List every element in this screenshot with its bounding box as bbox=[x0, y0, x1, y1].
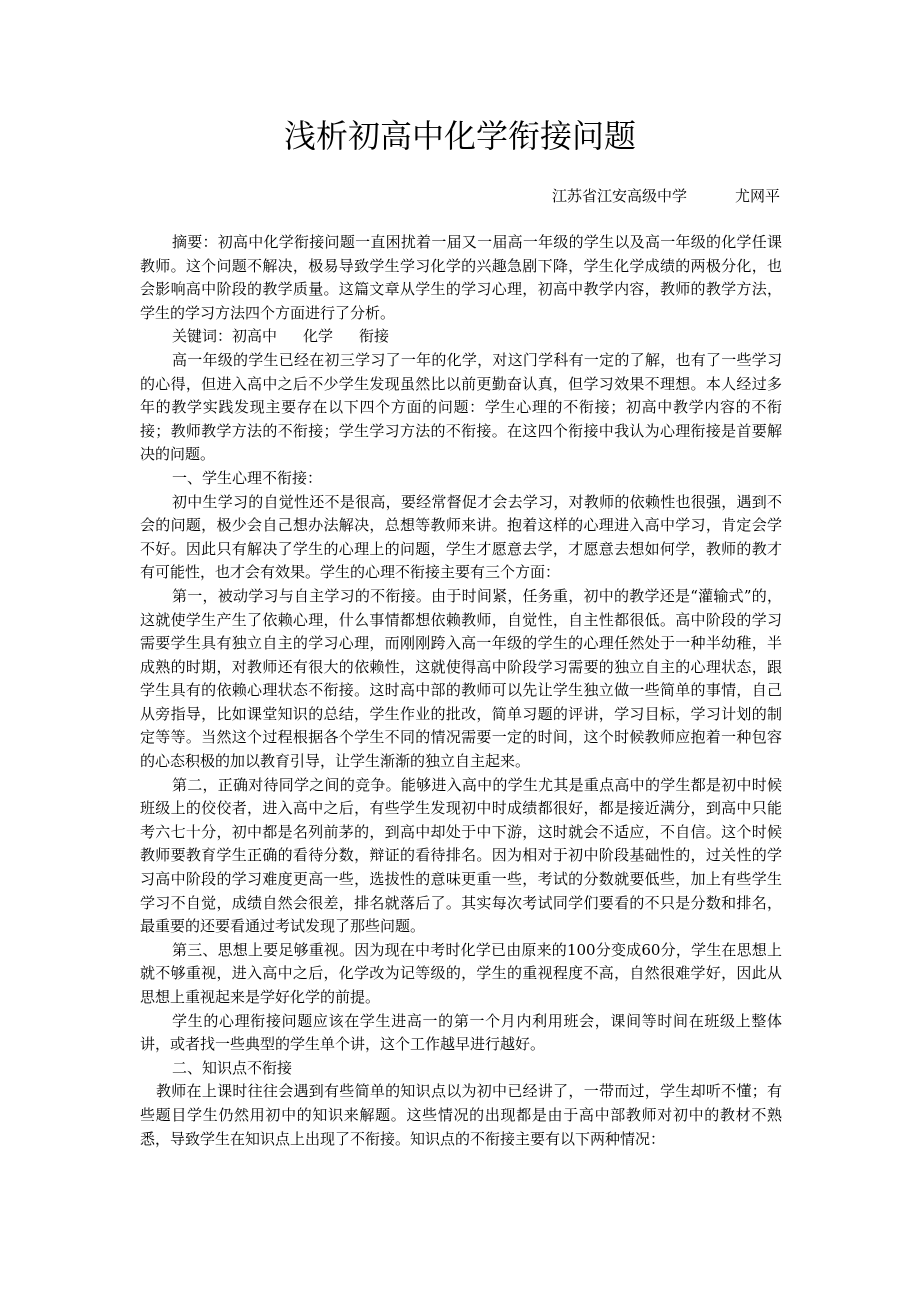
byline bbox=[552, 184, 780, 208]
intro-paragraph: 高一年级的学生已经在初三学习了一年的化学，对这门学科有一定的了解，也有了一些学习的心得，但进入高中之后不少学生发现虽然比以前更勤奋认真，但学习效果不理想。本人经过多年的教学实践发现主要存在以下四个方面的问题：学生心理的不衔接；初高中教学内容的不衔接；教师教学方法的不衔接；学生学习方法的不衔接。在这四个衔接中我认为心理衔接是首要解决的问题。 bbox=[140, 350, 782, 464]
body-paragraph: 初中生学习的自觉性还不是很高，要经常督促才会去学习，对教师的依赖性也很强，遇到不会的问题，极少会自己想办法解决，总想等教师来讲。抱着这样的心理进入高中学习，肯定会学不好。因此只有解决了学生的心理上的问题，学生才愿意去学，才愿意去想如何学，教师的教才有可能性，也才会有效果。学生的心理不衔接主要有三个方面： bbox=[140, 492, 782, 582]
article-body bbox=[140, 231, 782, 1151]
body-paragraph: 第二，正确对待同学之间的竞争。能够进入高中的学生尤其是重点高中的学生都是初中时候班级上的佼佼者，进入高中之后，有些学生发现初中时成绩都很好，都是接近满分，到高中只能考六七十分，初中都是名列前茅的，到高中却处于中下游，这时就会不适应，不自信。这个时候教师要教育学生正确的看待分数，辩证的看待排名。因为相对于初中阶段基础性的，过关性的学习高中阶段的学习难度更高一些，选拔性的意味更重一些，考试的分数就要低些，加上有些学生学习不自觉，成绩自然会很差，排名就落后了。其实每次考试同学们要看的不只是分数和排名，最重要的还要看通过考试发现了那些问题。 bbox=[140, 775, 782, 936]
body-paragraph: 第一，被动学习与自主学习的不衔接。由于时间紧，任务重，初中的教学还是“灌输式”的，这就使学生产生了依赖心理，什么事情都想依赖教师，自觉性，自主性都很低。高中阶段的学习需要学生具有独立自主的学习心理，而刚刚跨入高一年级的学生的心理任然处于一种半幼稚，半成熟的时期，对教师还有很大的依赖性，这就使得高中阶段学习需要的独立自主的心理状态，跟学生具有的依赖心理状态不衔接。这时高中部的教师可以先让学生独立做一些简单的事情，自己从旁指导，比如课堂知识的总结，学生作业的批改，简单习题的评讲，学习目标，学习计划的制定等等。当然这个过程根据各个学生不同的情况需要一定的时间，这个时候教师应抱着一种包容的心态积极的加以教育引导，让学生渐渐的独立自主起来。 bbox=[140, 586, 782, 771]
keywords-label: 关键词： bbox=[172, 327, 233, 346]
byline-author: 尤网平 bbox=[734, 187, 780, 205]
body-paragraph: 学生的心理衔接问题应该在学生进高一的第一个月内利用班会，课间等时间在班级上整体讲，或者找一些典型的学生单个讲，这个工作越早进行越好。 bbox=[140, 1011, 782, 1054]
byline-school: 江苏省江安高级中学 bbox=[551, 187, 687, 205]
keyword-item: 衔接 bbox=[359, 327, 390, 346]
section-heading: 二、知识点不衔接 bbox=[172, 1058, 293, 1077]
keyword-item: 初高中 bbox=[232, 327, 278, 346]
keywords-line bbox=[140, 325, 782, 349]
body-paragraph: 教师在上课时往往会遇到有些简单的知识点以为初中已经讲了，一带而过，学生却听不懂；有些题目学生仍然用初中的知识来解题。这些情况的出现都是由于高中部教师对初中的教材不熟悉，导致学生在知识点上出现了不衔接。知识点的不衔接主要有以下两种情况： bbox=[140, 1082, 782, 1148]
body-paragraph: 第三、思想上要足够重视。因为现在中考时化学已由原来的100分变成60分，学生在思想上就不够重视，进入高中之后，化学改为记等级的，学生的重视程度不高，自然很难学好，因此从思想上重视起来是学好化学的前提。 bbox=[140, 940, 782, 1006]
page-title: 浅析初高中化学衔接问题 bbox=[283, 117, 636, 155]
abstract-paragraph: 摘要：初高中化学衔接问题一直困扰着一届又一届高一年级的学生以及高一年级的化学任课教师。这个问题不解决，极易导致学生学习化学的兴趣急剧下降，学生化学成绩的两极分化，也会影响高中阶段的教学质量。这篇文章从学生的学习心理，初高中教学内容，教师的教学方法，学生的学习方法四个方面进行了分析。 bbox=[140, 233, 782, 322]
keyword-item: 化学 bbox=[303, 327, 334, 346]
section-heading: 一、学生心理不衔接： bbox=[172, 468, 323, 487]
